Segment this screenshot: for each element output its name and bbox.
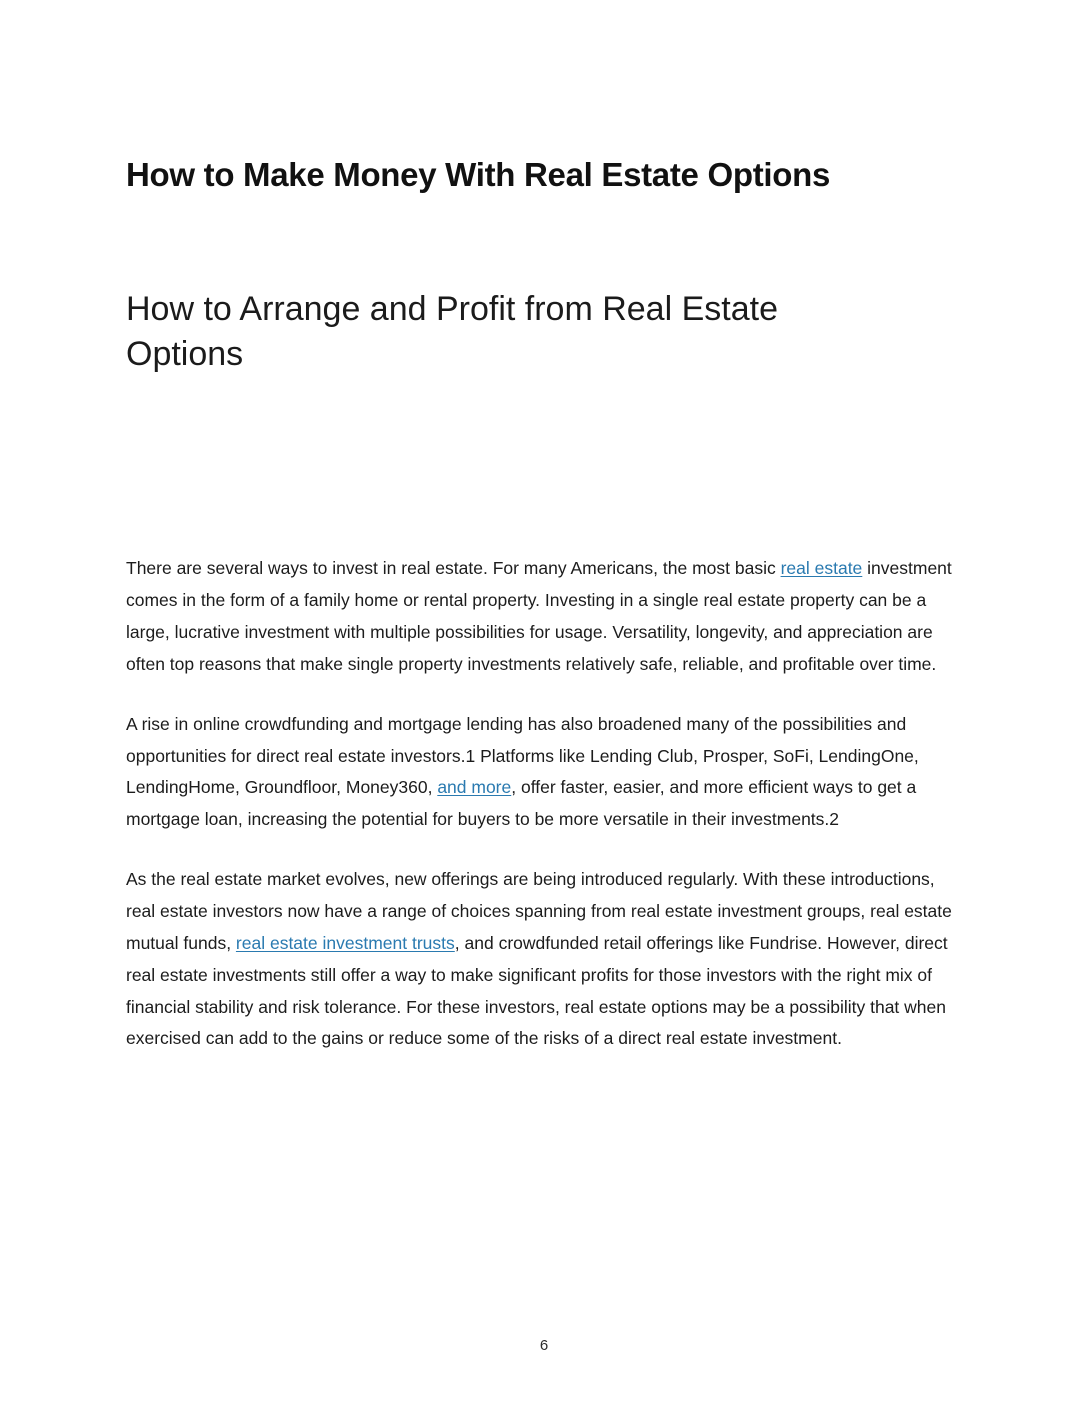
inline-link[interactable]: and more [437, 777, 512, 798]
document-content [126, 0, 962, 1055]
inline-link[interactable]: real estate [780, 558, 863, 579]
paragraph-3: As the real estate market evolves, new offerings are being introduced regularly. With these introductions, real estate investors now have a range of choices spanning from real estate investment groups, real estate mutual funds, real estate investment trusts, and crowdfunded retail offerings like Fundrise. However, direct real estate investments still offer a way to make significant profits for those investors with the right mix of financial stability and risk tolerance. For these investors, real estate options may be a possibility that when exercised can add to the gains or reduce some of the risks of a direct real estate investment. [126, 869, 952, 1049]
paragraph-1: There are several ways to invest in real estate. For many Americans, the most basic real estate investment comes in the form of a family home or rental property. Investing in a single real estate property can be a large, lucrative investment with multiple possibilities for usage. Versatility, longevity, and appreciation are often top reasons that make single property investments relatively safe, reliable, and profitable over time. [126, 558, 952, 674]
inline-link[interactable]: real estate investment trusts [235, 932, 455, 953]
page-number: 6 [539, 1337, 549, 1354]
page-title: How to Make Money With Real Estate Options [126, 156, 831, 193]
paragraph-2: A rise in online crowdfunding and mortgage lending has also broadened many of the possibilities and opportunities for direct real estate investors.1 Platforms like Lending Club, Prosper, SoFi, LendingOne, LendingHome, Groundfloor, Money360, and more, offer faster, easier, and more efficient ways to get a mortgage loan, increasing the potential for buyers to be more versatile in their investments.2 [126, 713, 919, 830]
body-text [126, 378, 962, 1055]
section-heading: How to Arrange and Profit from Real Estate Options [126, 289, 778, 374]
